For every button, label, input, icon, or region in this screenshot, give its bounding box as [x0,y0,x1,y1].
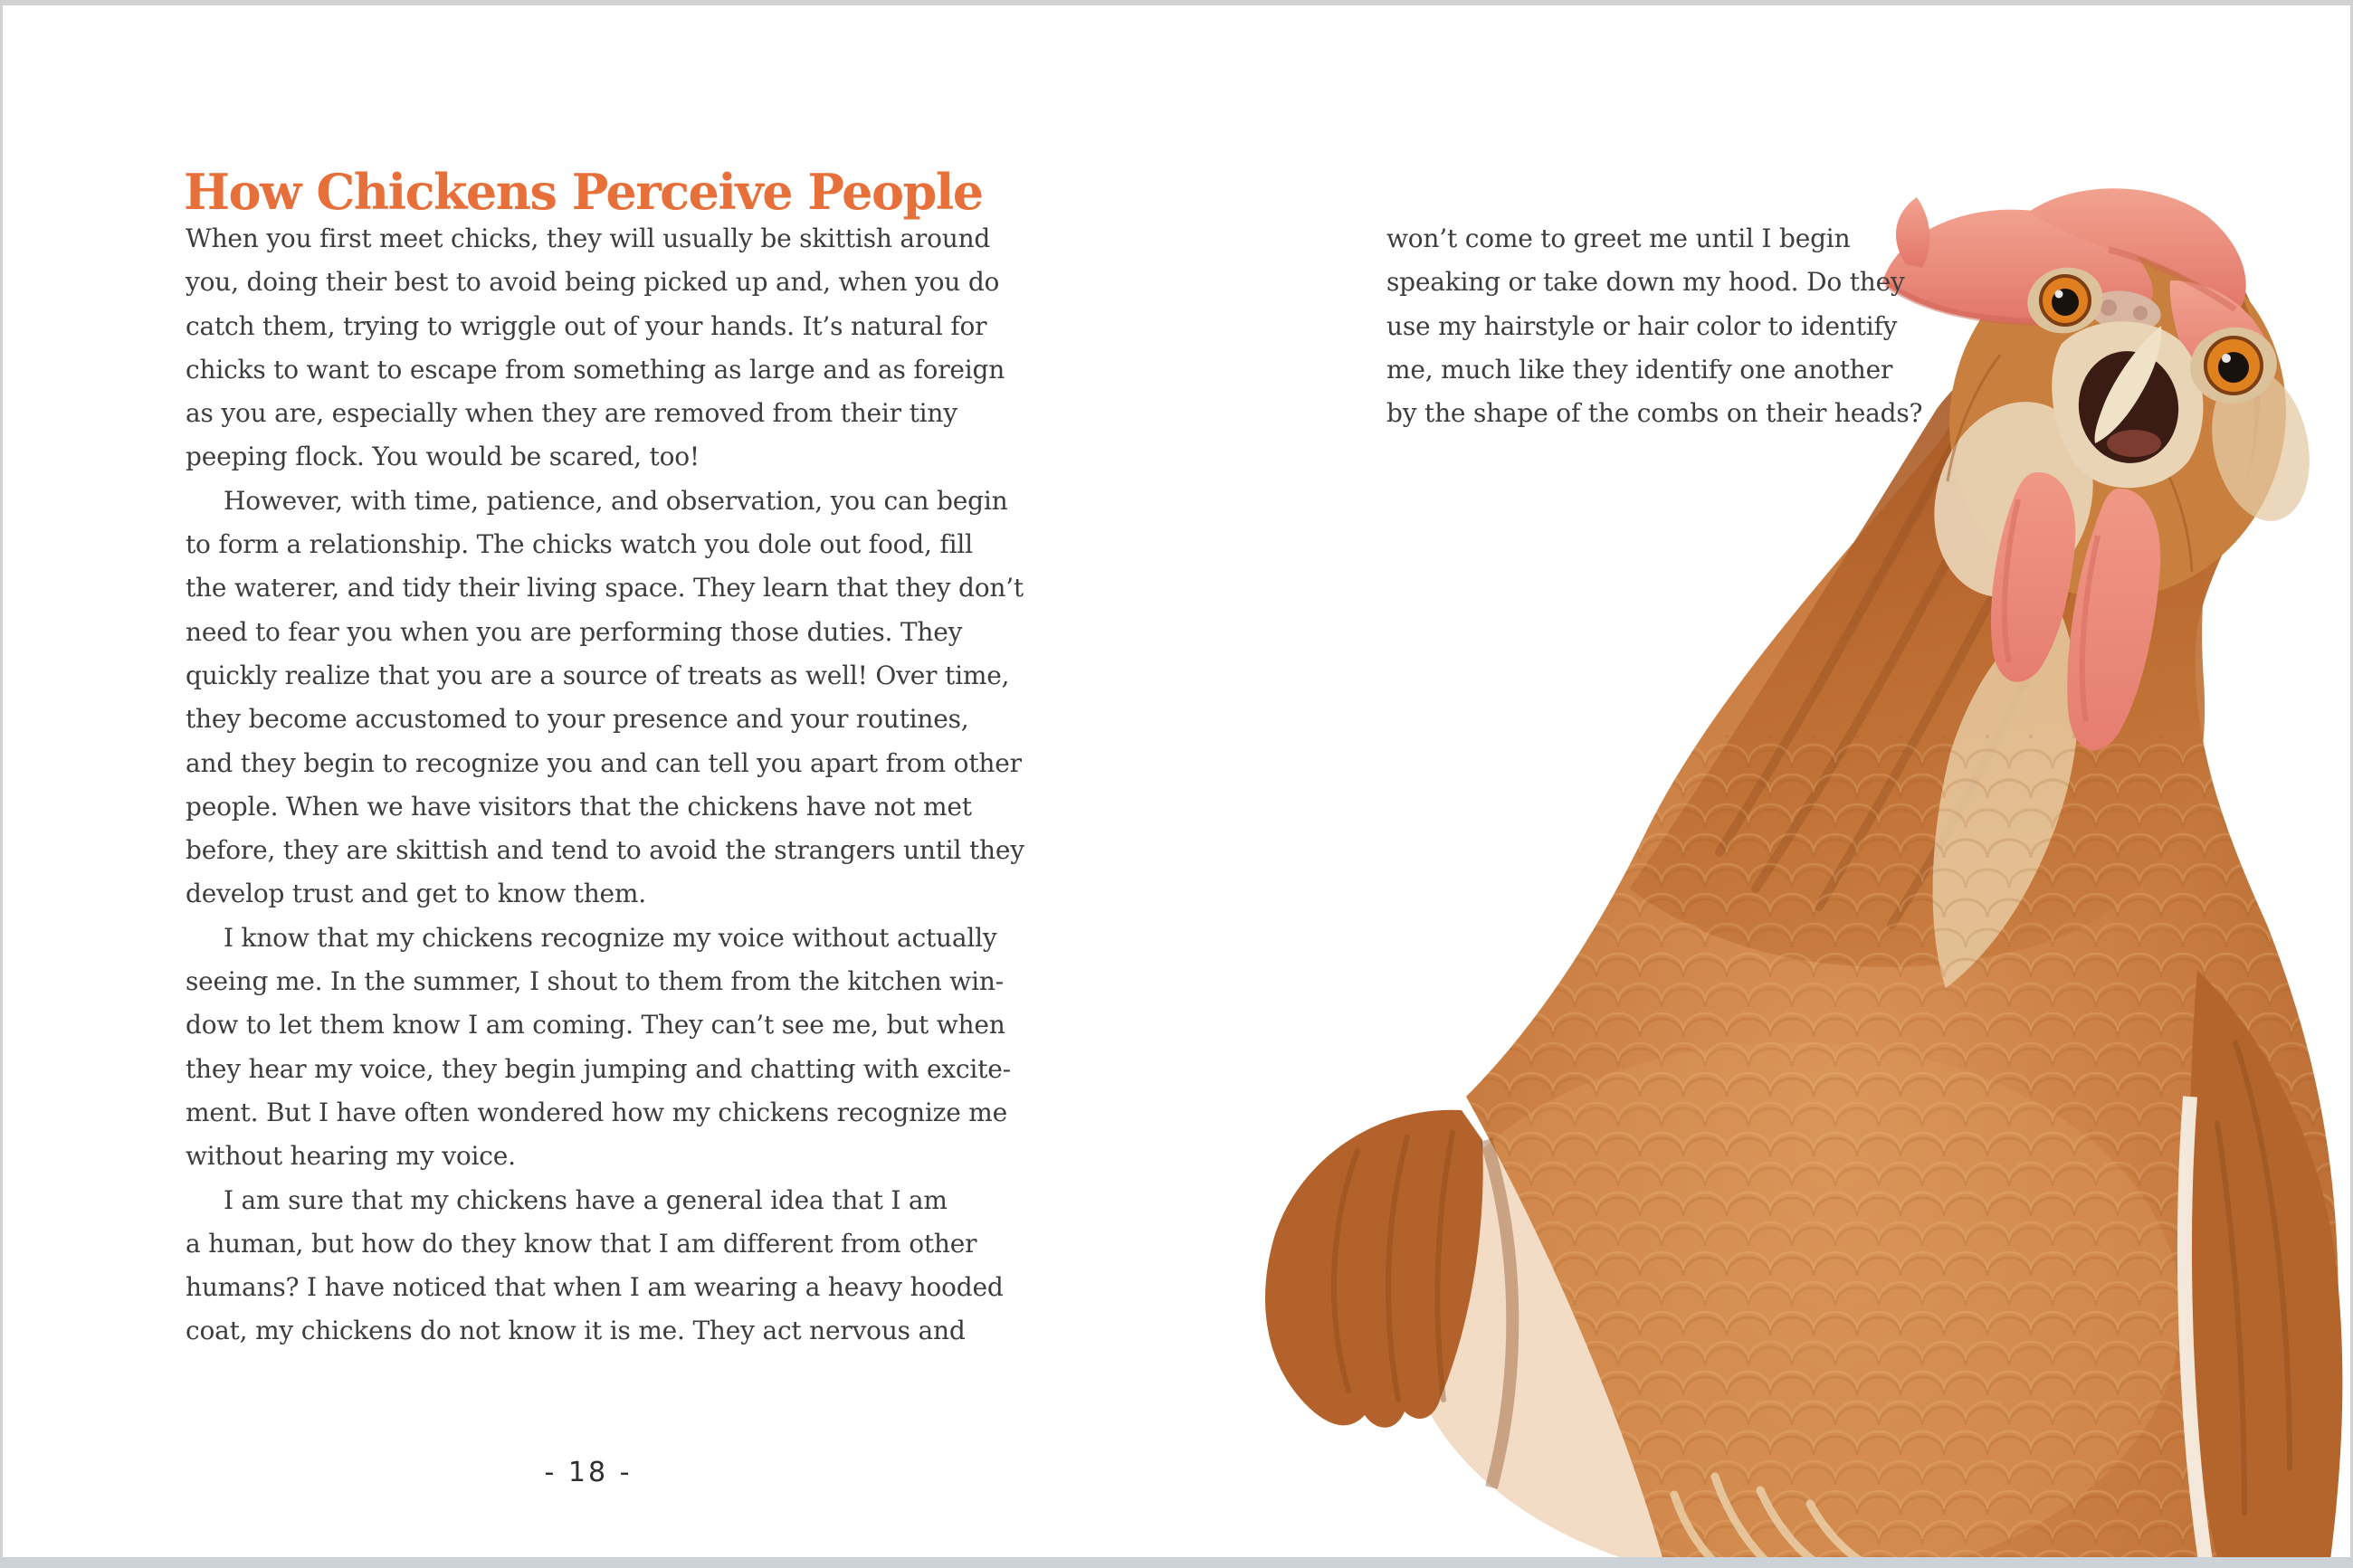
text-line: speaking or take down my hood. Do they [1386,267,1905,298]
text-line: humans? I have noticed that when I am wearing a heavy hooded [186,1272,1004,1303]
text-line: peeping flock. You would be scared, too! [186,442,700,472]
text-line: to form a relationship. The chicks watch you dole out food, fill [186,529,973,560]
text-line: me, much like they identify one another [1386,354,1893,385]
right-column-text [1386,217,1939,435]
page-edge-bottom [0,1557,2353,1568]
text-line: develop trust and get to know them. [186,879,646,909]
text-line: I know that my chickens recognize my voice without actually [224,922,997,953]
text-line: as you are, especially when they are removed from their tiny [186,398,957,429]
text-line: coat, my chickens do not know it is me. They act nervous and [186,1316,966,1346]
page-number: - 18 - [544,1457,633,1488]
text-line: When you first meet chicks, they will usually be skittish around [186,223,991,253]
text-line: seeing me. In the summer, I shout to them from the kitchen win- [186,966,1004,997]
text-line: the waterer, and tidy their living space. They learn that they don’t [186,573,1024,603]
text-line: dow to let them know I am coming. They can’t see me, but when [186,1010,1005,1041]
text-line: you, doing their best to avoid being picked up and, when you do [186,267,1000,298]
text-line: they hear my voice, they begin jumping and chatting with excite- [186,1053,1011,1084]
text-line: quickly realize that you are a source of treats as well! Over time, [186,660,1010,690]
chapter-heading: How Chickens Perceive People [184,163,983,221]
text-line: chicks to want to escape from something as large and as foreign [186,354,1005,385]
text-line: they become accustomed to your presence and your routines, [186,704,969,735]
text-line: and they begin to recognize you and can tell you apart from other [186,747,1022,778]
chicken-right-wing [2185,970,2342,1567]
text-line: use my hairstyle or hair color to identify [1386,310,1898,341]
page-edge-top [0,0,2353,5]
text-line: catch them, trying to wriggle out of your hands. It’s natural for [186,310,987,341]
text-line: I am sure that my chickens have a general idea that I am [224,1184,948,1215]
text-line: before, they are skittish and tend to avoid the strangers until they [186,835,1024,866]
text-line: ment. But I have often wondered how my chickens recognize me [186,1097,1008,1127]
text-line: without hearing my voice. [186,1141,516,1172]
text-line: need to fear you when you are performing those duties. They [186,616,963,647]
left-column-text [186,217,1024,1354]
text-line: a human, but how do they know that I am different from other [186,1228,977,1259]
text-line: However, with time, patience, and observation, you can begin [224,485,1008,516]
page-edge-left [0,5,3,1568]
text-line: people. When we have visitors that the chickens have not met [186,791,972,822]
text-line: by the shape of the combs on their heads? [1386,398,1923,429]
text-line: won’t come to greet me until I begin [1386,223,1851,253]
